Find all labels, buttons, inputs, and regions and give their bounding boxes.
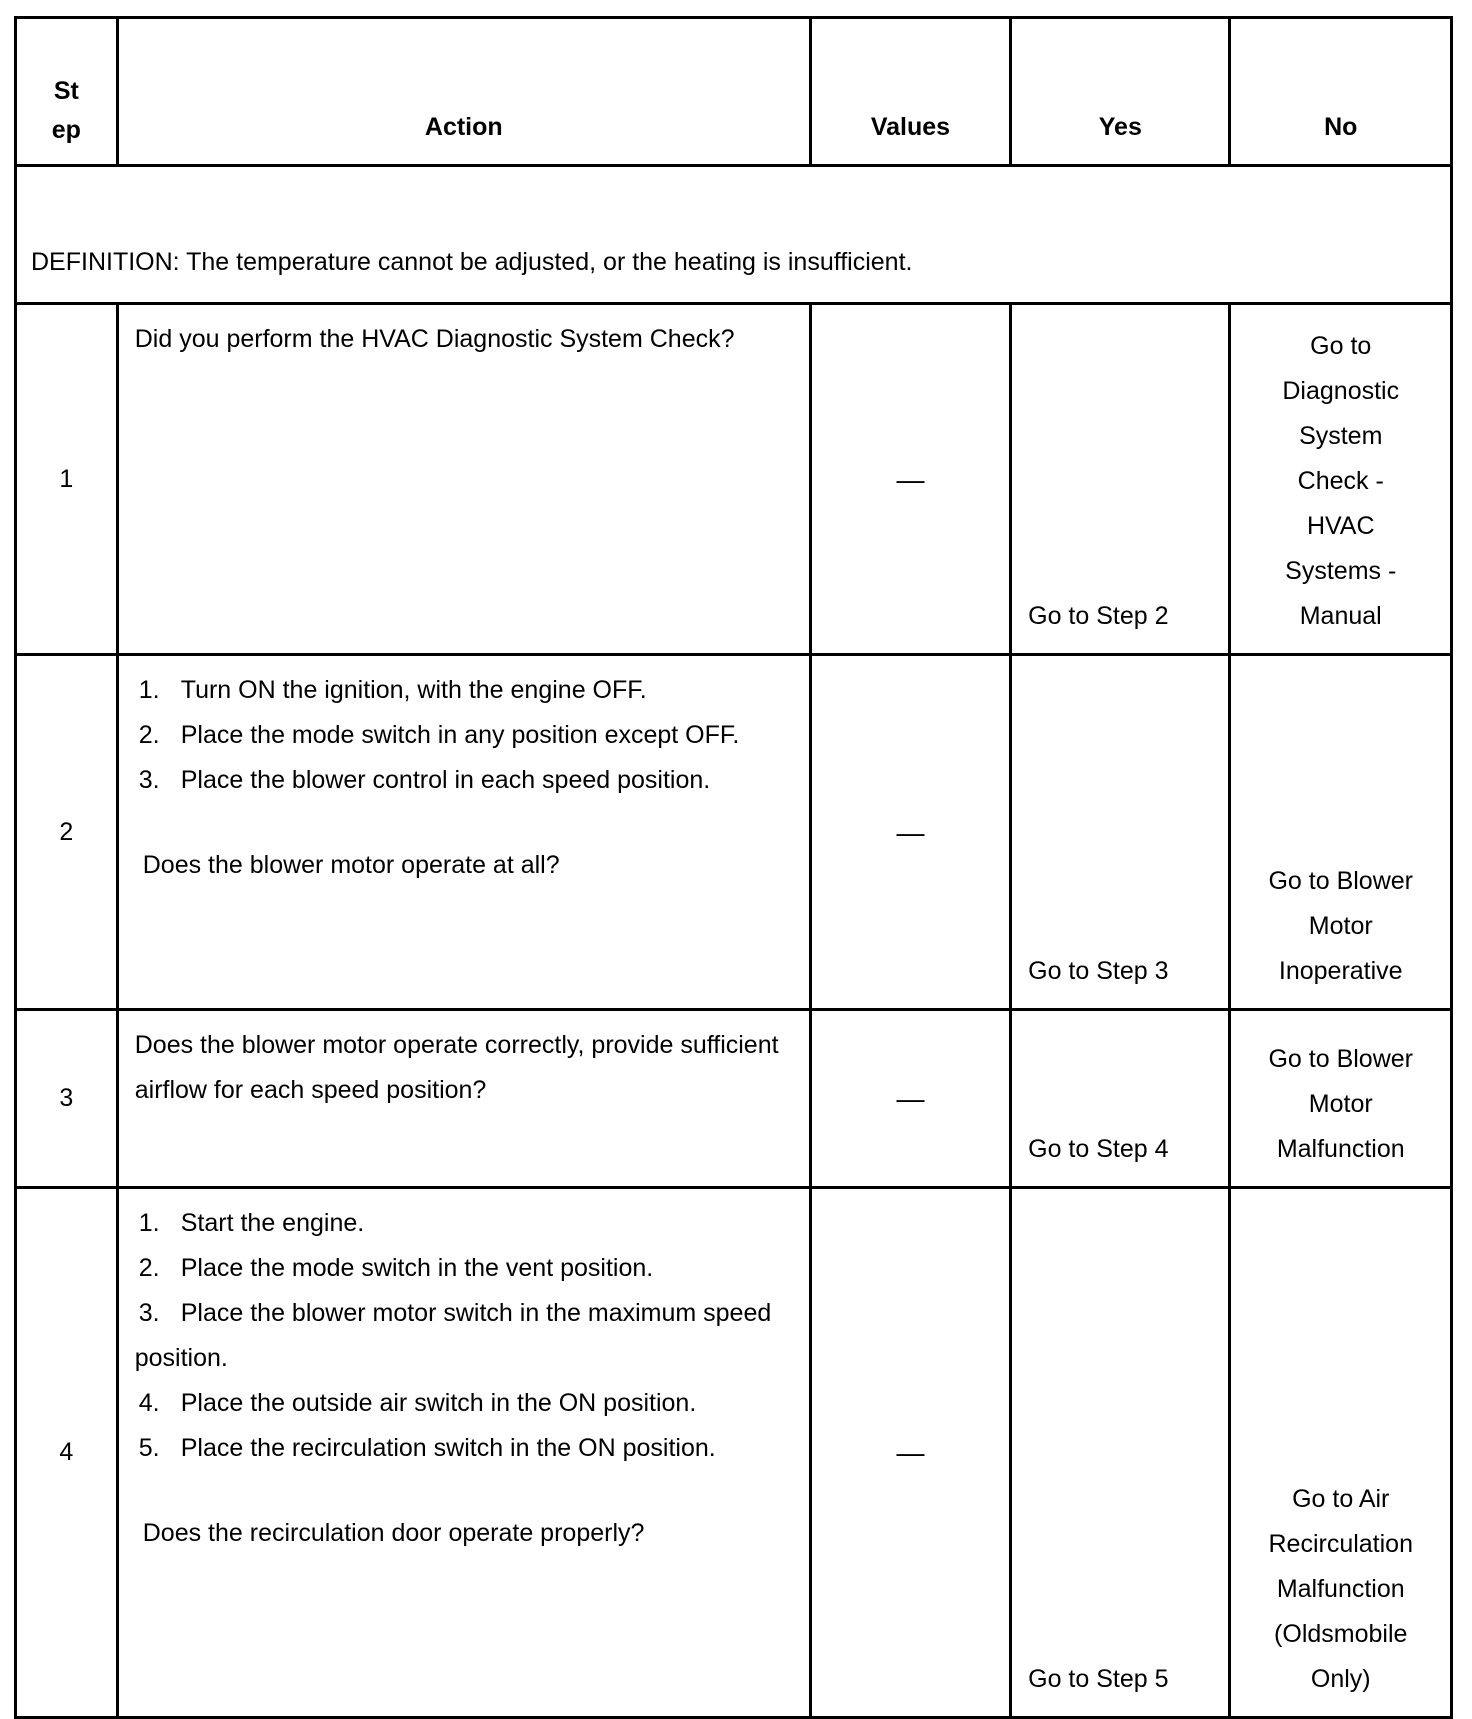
step-header-source [0,0,1,1]
step-number: 3 [16,1010,118,1188]
value-cell: — [810,655,1010,1010]
value-cell: — [810,1188,1010,1718]
header-action: Action [117,18,810,166]
action-item: 1. Start the engine. [138,1209,365,1237]
definition-row [16,166,1452,304]
action-cell: Does the blower motor operate correctly, provide sufficient airflow for each speed position? [117,1010,810,1188]
no-cell: Go to Air Recirculation Malfunction (Oldsmobile Only) [1230,1188,1452,1718]
no-cell: Go to Diagnostic System Check - HVAC Systems - Manual [1230,304,1452,655]
yes-cell: Go to Step 4 [1011,1010,1230,1188]
header-yes: Yes [1011,18,1230,166]
yes-cell: Go to Step 3 [1011,655,1230,1010]
header-values: Values [810,18,1010,166]
table-row [16,1010,1452,1188]
action-item: 3. Place the blower control in each speed position. [138,766,711,794]
step-number: 4 [16,1188,118,1718]
header-row [16,18,1452,166]
action-item: 4. Place the outside air switch in the ON position. [138,1389,697,1417]
yes-cell: Go to Step 2 [1011,304,1230,655]
table-row [16,655,1452,1010]
no-cell: Go to Blower Motor Malfunction [1230,1010,1452,1188]
action-question: Does the blower motor operate at all? [142,851,560,879]
action-item: 2. Place the mode switch in any position except OFF. [138,721,740,749]
yes-cell: Go to Step 5 [1011,1188,1230,1718]
definition-text: DEFINITION: The temperature cannot be adjusted, or the heating is insufficient. [16,166,1452,304]
value-cell: — [810,1010,1010,1188]
action-cell: Did you perform the HVAC Diagnostic System Check? [117,304,810,655]
action-item: 2. Place the mode switch in the vent position. [138,1254,654,1282]
table-row [16,304,1452,655]
action-item: 1. Turn ON the ignition, with the engine OFF. [138,676,647,704]
step-number: 2 [16,655,118,1010]
action-item: 5. Place the recirculation switch in the ON position. [138,1434,716,1462]
step-number: 1 [16,304,118,655]
no-cell: Go to Blower Motor Inoperative [1230,655,1452,1010]
header-no: No [1230,18,1452,166]
action-item: 3. Place the blower motor switch in the maximum speed position. [134,1299,772,1372]
diagnostic-table [14,16,1453,1719]
action-question: Does the recirculation door operate properly? [142,1519,645,1547]
action-cell [117,1188,810,1718]
value-cell: — [810,304,1010,655]
action-cell [117,655,810,1010]
table-row [16,1188,1452,1718]
header-step: St ep [16,18,118,166]
